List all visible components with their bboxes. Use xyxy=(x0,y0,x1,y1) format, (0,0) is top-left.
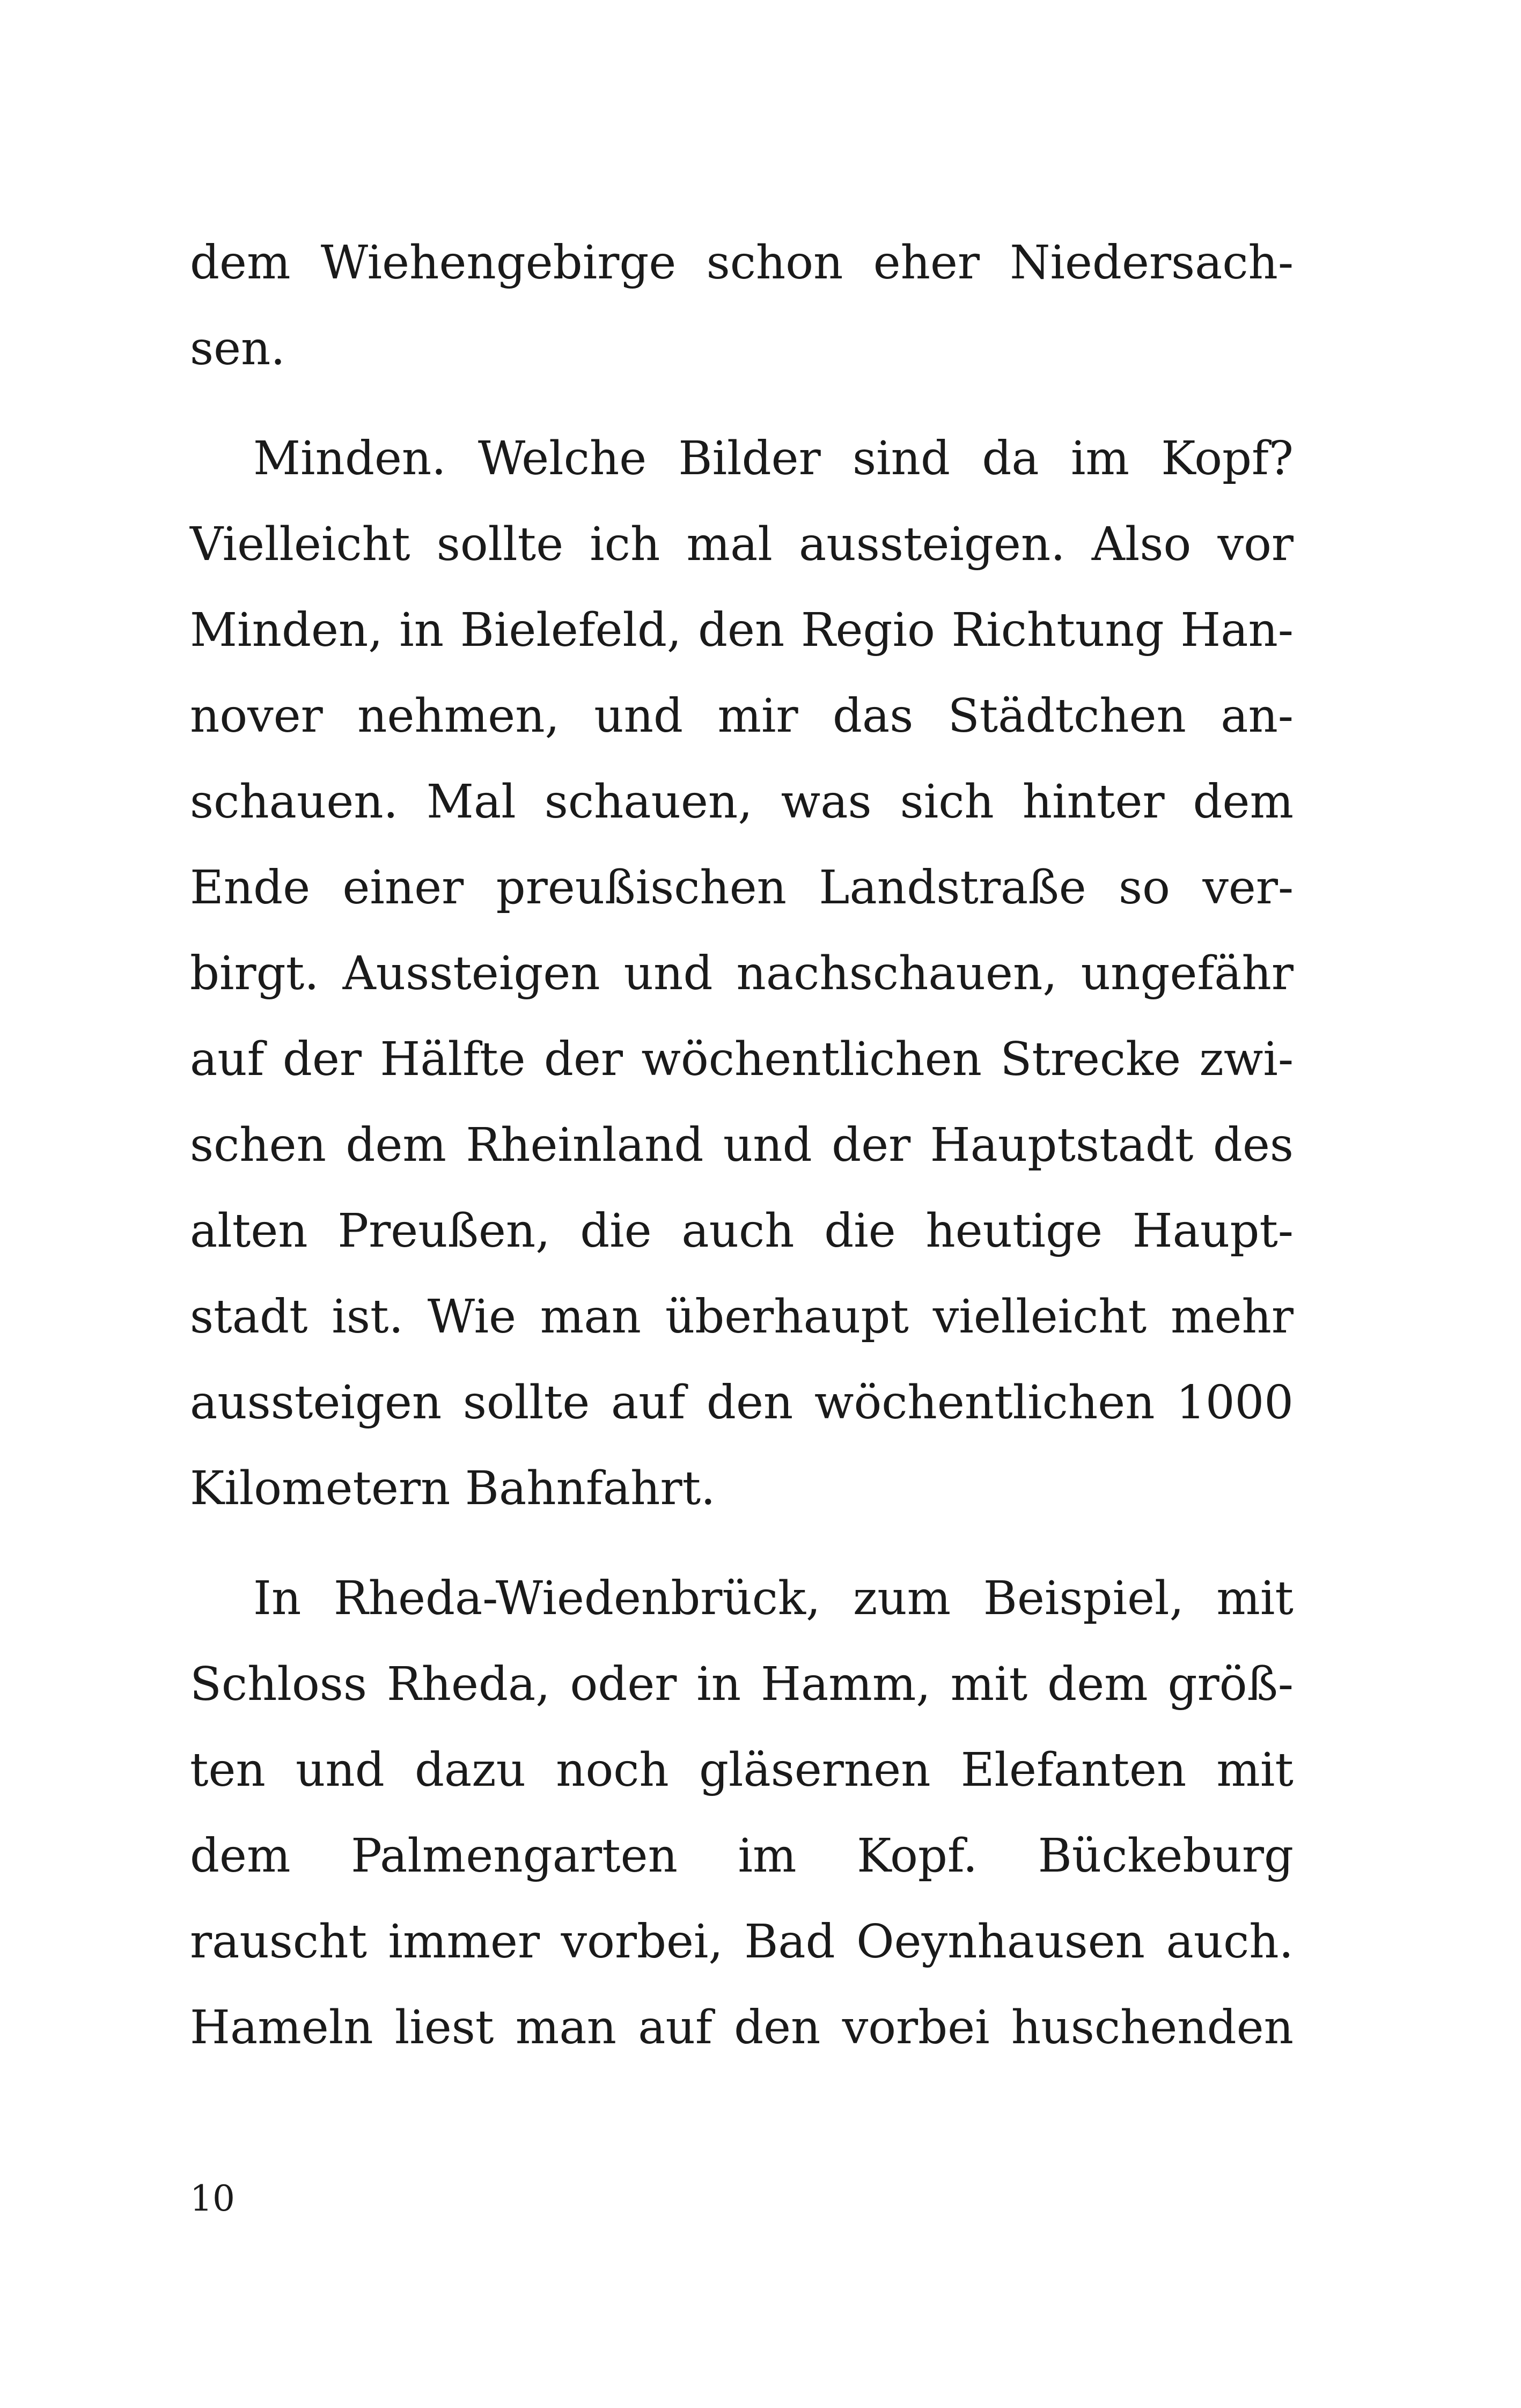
text-line: nover nehmen, und mir das Städtchen an- xyxy=(190,689,1294,743)
text-line: Schloss Rheda, oder in Hamm, mit dem größ- xyxy=(190,1658,1294,1711)
paragraph xyxy=(190,220,1294,392)
text-line: In Rheda-Wiedenbrück, zum Beispiel, mit xyxy=(253,1572,1294,1625)
paragraph xyxy=(190,416,1294,1531)
text-line: Vielleicht sollte ich mal aussteigen. Also vor xyxy=(190,518,1294,571)
body-text xyxy=(190,220,1294,2071)
text-line: Ende einer preußischen Landstraße so ver- xyxy=(190,861,1294,915)
paragraph-gap xyxy=(190,1531,1294,1556)
paragraph xyxy=(190,1556,1294,2071)
text-line: dem Wiehengebirge schon eher Niedersach- xyxy=(190,236,1294,290)
text-line: Hameln liest man auf den vorbei huschenden xyxy=(190,2001,1294,2054)
text-line: sen. xyxy=(190,322,285,375)
text-line: Kilometern Bahnfahrt. xyxy=(190,1462,716,1515)
text-line: dem Palmengarten im Kopf. Bückeburg xyxy=(190,1829,1294,1883)
page-number: 10 xyxy=(190,2178,235,2219)
text-line: stadt ist. Wie man überhaupt vielleicht mehr xyxy=(190,1290,1294,1344)
text-line: alten Preußen, die auch die heutige Haupt- xyxy=(190,1204,1294,1258)
text-line: aussteigen sollte auf den wöchentlichen 1000 xyxy=(190,1376,1294,1430)
text-line: schen dem Rheinland und der Hauptstadt des xyxy=(190,1118,1294,1172)
text-line: Minden, in Bielefeld, den Regio Richtung Han- xyxy=(190,603,1294,657)
text-line: ten und dazu noch gläsernen Elefanten mit xyxy=(190,1743,1294,1797)
text-line: Minden. Welche Bilder sind da im Kopf? xyxy=(253,432,1294,485)
text-line: schauen. Mal schauen, was sich hinter dem xyxy=(190,775,1294,829)
text-line: birgt. Aussteigen und nachschauen, ungefähr xyxy=(190,947,1294,1000)
paragraph-gap xyxy=(190,392,1294,416)
text-line: auf der Hälfte der wöchentlichen Strecke zwi- xyxy=(190,1033,1294,1086)
text-line: rauscht immer vorbei, Bad Oeynhausen auch. xyxy=(190,1915,1294,1969)
